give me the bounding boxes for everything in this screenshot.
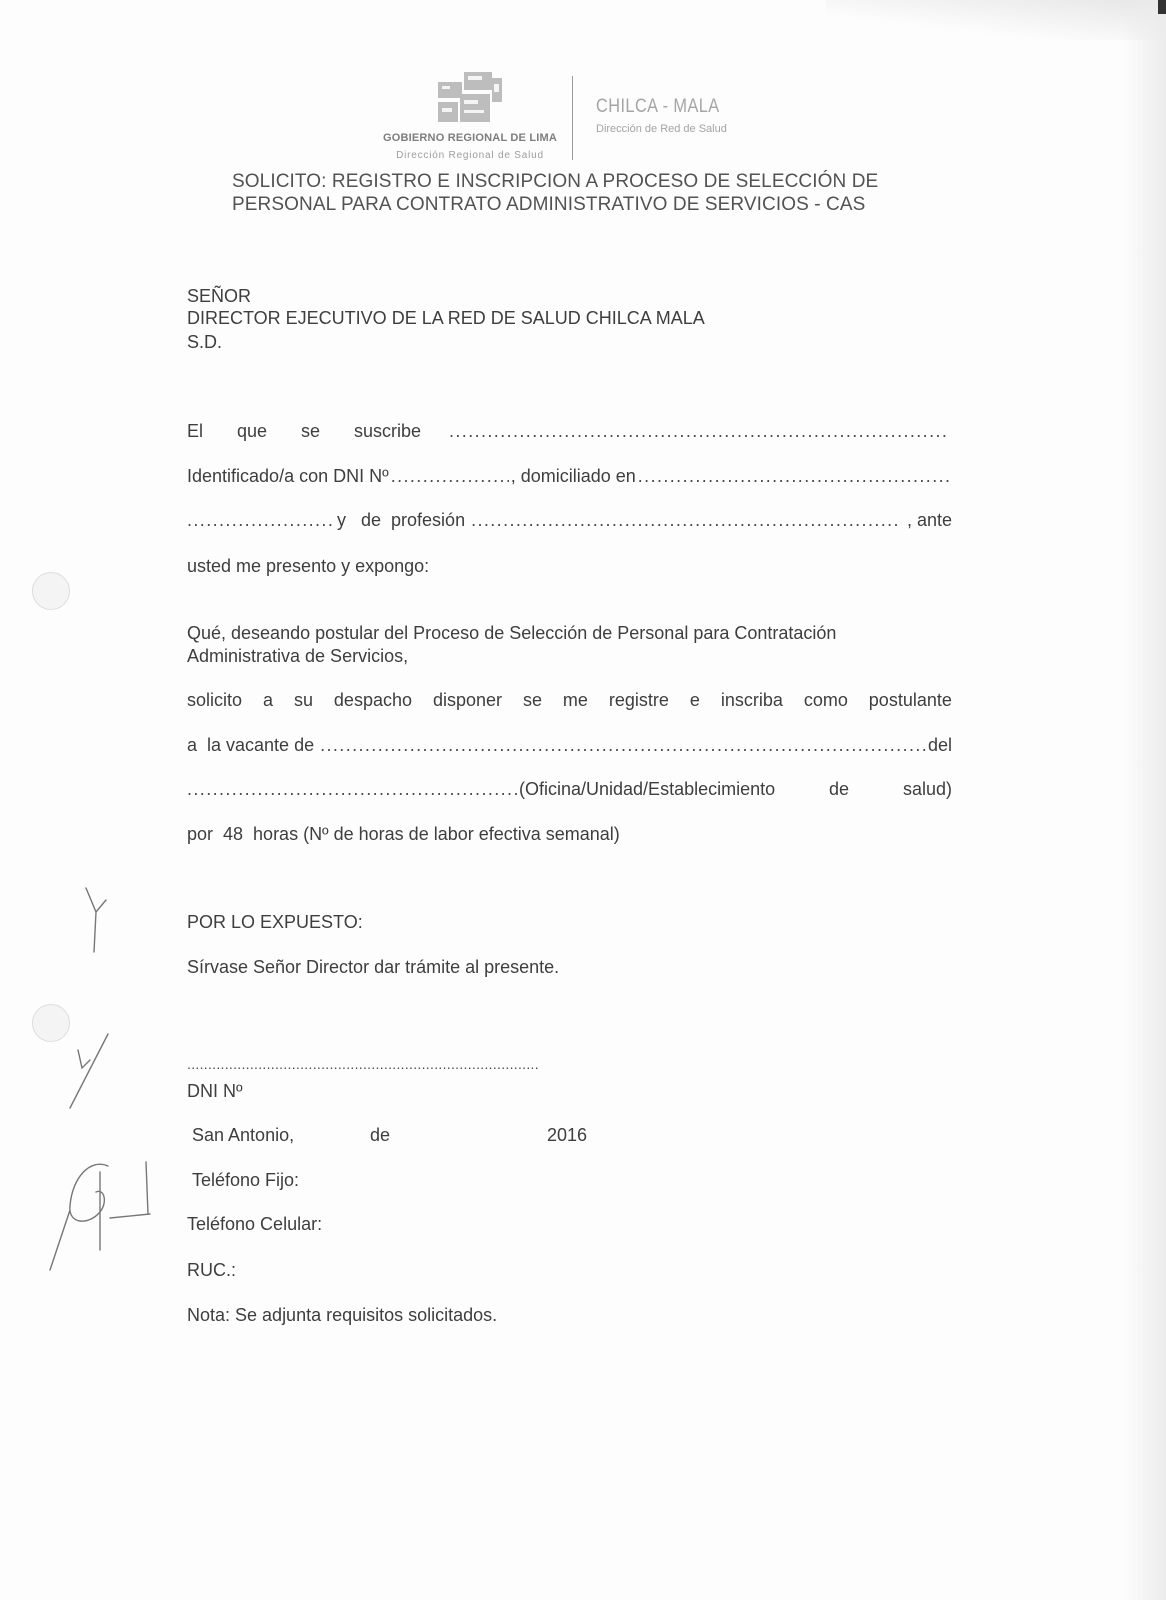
addressee-sd: S.D. <box>187 332 223 352</box>
sirvase-text: Sírvase Señor Director dar trámite al presente. <box>187 957 560 977</box>
suscribe-word: se <box>300 421 320 441</box>
signature-blank[interactable] <box>187 1056 539 1072</box>
telefono-fijo-label: Teléfono Fijo: <box>192 1170 300 1190</box>
government-subtitle: Dirección Regional de Salud <box>396 150 544 161</box>
subject-line-2: PERSONAL PARA CONTRATO ADMINISTRATIVO DE SERVICIOS - CAS <box>232 194 866 215</box>
solicito-word: se <box>522 690 542 710</box>
domicilio-label: , domiciliado en <box>510 466 636 486</box>
network-name: CHILCA - MALA <box>596 96 720 117</box>
solicito-word: inscriba <box>720 690 783 710</box>
scan-corner-mark <box>1158 0 1166 14</box>
addressee-title: SEÑOR <box>187 286 252 306</box>
date-year: 2016 <box>547 1125 588 1145</box>
solicito-line <box>187 690 952 711</box>
domicilio-continuation-blank[interactable] <box>187 510 335 531</box>
profesion-line <box>187 510 952 531</box>
suscribe-word: que <box>236 421 268 441</box>
subject-line-1: SOLICITO: REGISTRO E INSCRIPCION A PROCESO DE SELECCIÓN DE <box>232 171 879 192</box>
solicito-word: postulante <box>868 690 952 710</box>
oficina-words <box>519 779 952 800</box>
solicito-word: me <box>562 690 588 710</box>
scan-shadow-right <box>1122 0 1166 1600</box>
solicito-word: despacho <box>333 690 412 710</box>
profesion-blank[interactable] <box>471 510 901 531</box>
nota-text: Nota: Se adjunta requisitos solicitados. <box>187 1305 498 1325</box>
regional-government-logo <box>438 72 504 124</box>
government-name: GOBIERNO REGIONAL DE LIMA <box>382 132 558 144</box>
handwritten-margin-marks <box>0 0 200 1300</box>
oficina-blank[interactable] <box>187 779 517 800</box>
dni-label: Identificado/a con DNI Nº <box>187 466 389 486</box>
letterhead-divider <box>572 76 573 160</box>
vacante-blank[interactable] <box>320 735 926 756</box>
expongo-text: usted me presento y expongo: <box>187 556 430 576</box>
check-mark-icon <box>86 888 106 952</box>
body-paragraph-line-2: Administrativa de Servicios, <box>187 646 409 666</box>
solicito-word: a <box>262 690 273 710</box>
por-lo-expuesto: POR LO EXPUESTO: <box>187 912 363 932</box>
scan-shadow-top <box>826 0 1166 40</box>
body-paragraph-line-1: Qué, deseando postular del Proceso de Selección de Personal para Contratación <box>187 623 837 643</box>
horas-text: por 48 horas (Nº de horas de labor efectiva semanal) <box>187 824 620 844</box>
solicito-word: registre <box>608 690 669 710</box>
suscribe-word: suscribe <box>353 421 421 441</box>
name-blank[interactable] <box>449 421 946 442</box>
dni-domicilio-line <box>187 466 952 487</box>
vacante-line <box>187 735 952 756</box>
network-subtitle: Dirección de Red de Salud <box>596 123 727 135</box>
telefono-celular-label: Teléfono Celular: <box>187 1214 323 1234</box>
signature-dni-label: DNI Nº <box>187 1081 243 1101</box>
oficina-de: de <box>829 779 850 799</box>
initial-mark-icon <box>70 1034 108 1108</box>
domicilio-blank[interactable] <box>638 466 950 487</box>
suscribe-words <box>187 421 421 442</box>
signature-scribble-icon <box>50 1162 150 1270</box>
suscribe-word: El <box>187 421 204 441</box>
solicito-word: como <box>803 690 848 710</box>
dni-blank[interactable] <box>391 466 509 487</box>
suscribe-line <box>187 421 952 442</box>
solicito-word: su <box>293 690 313 710</box>
place-label: San Antonio, <box>192 1125 295 1145</box>
solicito-word: e <box>689 690 700 710</box>
date-de: de <box>370 1125 391 1145</box>
oficina-label: (Oficina/Unidad/Establecimiento <box>519 779 776 799</box>
vacante-label: a la vacante de <box>187 735 315 755</box>
ruc-label: RUC.: <box>187 1260 236 1280</box>
profesion-label: y de profesión <box>337 510 466 530</box>
addressee-position: DIRECTOR EJECUTIVO DE LA RED DE SALUD CHILCA MALA <box>187 308 705 328</box>
solicito-word: disponer <box>432 690 502 710</box>
del-text: del <box>927 735 952 755</box>
ante-text: , ante <box>906 510 952 530</box>
solicito-word: solicito <box>187 690 243 710</box>
oficina-salud: salud) <box>902 779 952 799</box>
oficina-line <box>187 779 952 800</box>
